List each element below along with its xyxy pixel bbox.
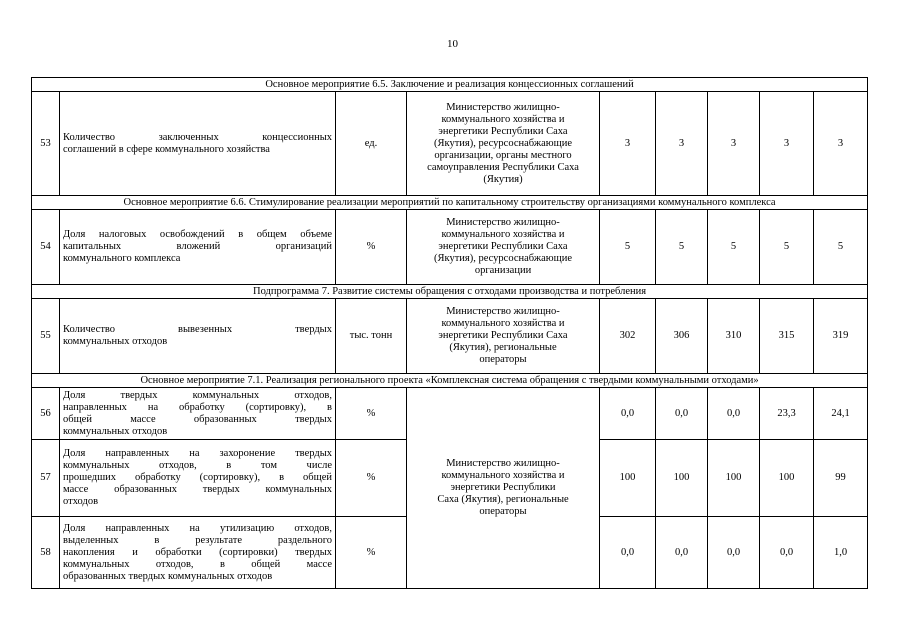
text-line: Министерство жилищно-	[446, 306, 560, 317]
section-header-row	[32, 78, 868, 92]
value-cell: 23,3	[760, 388, 814, 440]
table-row	[32, 299, 868, 374]
text-line: коммунального хозяйства и	[441, 470, 565, 481]
text-line: энергетики Республики	[450, 482, 556, 493]
row-number: 54	[32, 210, 60, 285]
value-cell: 315	[760, 299, 814, 374]
value-cell: 3	[656, 92, 708, 196]
text-line: энергетики Республики Саха	[438, 241, 568, 252]
text-line: энергетики Республики Саха	[438, 125, 568, 137]
table-row	[32, 388, 868, 440]
responsible-org-merged	[407, 388, 600, 589]
text-line: прошедших обработку (сортировку), в общей	[63, 472, 332, 483]
value-cell: 0,0	[708, 517, 760, 589]
value-cell: 100	[656, 440, 708, 517]
text-line: коммунального хозяйства и	[441, 318, 565, 329]
unit-cell: ед.	[336, 92, 407, 196]
responsible-org	[407, 299, 600, 374]
row-number: 55	[32, 299, 60, 374]
text-line: Количество заключенных концессионных	[63, 131, 332, 143]
value-cell: 0,0	[600, 388, 656, 440]
text-line: коммунальных отходов, в том числе	[63, 460, 332, 471]
indicator-name	[60, 388, 336, 440]
value-cell: 100	[760, 440, 814, 517]
value-cell: 100	[708, 440, 760, 517]
value-cell: 24,1	[814, 388, 868, 440]
responsible-org	[407, 92, 600, 196]
text-line: образованных твердых коммунальных отходов	[63, 570, 273, 582]
text-line: направленных на обработку (сортировку), в	[63, 401, 332, 413]
text-line: Министерство жилищно-	[446, 101, 560, 113]
table-row	[32, 92, 868, 196]
text-line: (Якутия)	[483, 173, 523, 185]
text-line: Министерство жилищно-	[446, 458, 560, 469]
value-cell: 0,0	[600, 517, 656, 589]
value-cell: 5	[760, 210, 814, 285]
text-line: коммунального хозяйства и	[441, 229, 565, 240]
value-cell: 302	[600, 299, 656, 374]
section-title: Основное мероприятие 6.6. Стимулирование реализации мероприятий по капитальному строительству организациями коммунального комплекса	[32, 196, 868, 210]
indicator-name	[60, 210, 336, 285]
row-number: 57	[32, 440, 60, 517]
text-line: Саха (Якутия), региональные	[437, 494, 569, 505]
text-line: Министерство жилищно-	[446, 217, 560, 228]
value-cell: 100	[600, 440, 656, 517]
text-line: капитальных вложений организаций	[63, 241, 332, 252]
value-cell: 3	[708, 92, 760, 196]
section-title: Основное мероприятие 6.5. Заключение и реализация концессионных соглашений	[32, 78, 868, 92]
row-number: 56	[32, 388, 60, 440]
value-cell: 5	[814, 210, 868, 285]
text-line: коммунального комплекса	[63, 253, 181, 264]
indicator-name	[60, 92, 336, 196]
value-cell: 3	[600, 92, 656, 196]
text-line: самоуправления Республики Саха	[427, 161, 579, 173]
text-line: выделенных в результате раздельного	[63, 534, 332, 546]
text-line: коммунальных отходов, в общей массе	[63, 558, 332, 570]
unit-cell: %	[336, 210, 407, 285]
unit-cell: %	[336, 517, 407, 589]
unit-cell: %	[336, 388, 407, 440]
text-line: Доля направленных на утилизацию отходов,	[63, 522, 332, 534]
section-header-row	[32, 196, 868, 210]
section-header-row	[32, 285, 868, 299]
page-number: 10	[447, 38, 458, 50]
value-cell: 0,0	[656, 388, 708, 440]
text-line: организации, органы местного	[434, 149, 572, 161]
value-cell: 310	[708, 299, 760, 374]
text-line: массе образованных твердых коммунальных	[63, 484, 332, 495]
text-line: Количество вывезенных твердых	[63, 324, 332, 335]
text-line: операторы	[479, 506, 527, 517]
value-cell: 99	[814, 440, 868, 517]
text-line: Доля направленных на захоронение твердых	[63, 448, 332, 459]
text-line: Доля твердых коммунальных отходов,	[63, 389, 332, 401]
table-row	[32, 210, 868, 285]
value-cell: 5	[708, 210, 760, 285]
value-cell: 5	[600, 210, 656, 285]
text-line: коммунального хозяйства и	[441, 113, 565, 125]
value-cell: 306	[656, 299, 708, 374]
subprogram-title: Подпрограмма 7. Развитие системы обращения с отходами производства и потребления	[32, 285, 868, 299]
section-header-row	[32, 374, 868, 388]
text-line: организации	[474, 265, 532, 276]
value-cell: 5	[656, 210, 708, 285]
text-line: операторы	[479, 354, 527, 365]
value-cell: 0,0	[760, 517, 814, 589]
text-line: коммунальных отходов	[63, 425, 168, 437]
text-line: накопления и обработки (сортировки) твердых	[63, 546, 332, 558]
indicator-name	[60, 299, 336, 374]
text-line: (Якутия), ресурсоснабжающие	[434, 253, 572, 264]
text-line: (Якутия), ресурсоснабжающие	[434, 137, 572, 149]
text-line: общей массе образованных твердых	[63, 413, 332, 425]
text-line: коммунальных отходов	[63, 336, 168, 347]
text-line: соглашений в сфере коммунального хозяйства	[63, 143, 270, 155]
value-cell: 319	[814, 299, 868, 374]
unit-cell: тыс. тонн	[336, 299, 407, 374]
text-line: Доля налоговых освобождений в общем объеме	[63, 229, 332, 240]
text-line: (Якутия), региональные	[449, 342, 557, 353]
text-line: отходов	[63, 496, 99, 507]
value-cell: 3	[760, 92, 814, 196]
value-cell: 0,0	[708, 388, 760, 440]
value-cell: 0,0	[656, 517, 708, 589]
indicator-name	[60, 517, 336, 589]
row-number: 53	[32, 92, 60, 196]
program-indicators-table	[31, 77, 868, 589]
row-number: 58	[32, 517, 60, 589]
text-line: энергетики Республики Саха	[438, 330, 568, 341]
value-cell: 1,0	[814, 517, 868, 589]
section-title: Основное мероприятие 7.1. Реализация регионального проекта «Комплексная система обращения с твердыми коммунальными отходами»	[32, 374, 868, 388]
value-cell: 3	[814, 92, 868, 196]
responsible-org	[407, 210, 600, 285]
indicator-name	[60, 440, 336, 517]
unit-cell: %	[336, 440, 407, 517]
